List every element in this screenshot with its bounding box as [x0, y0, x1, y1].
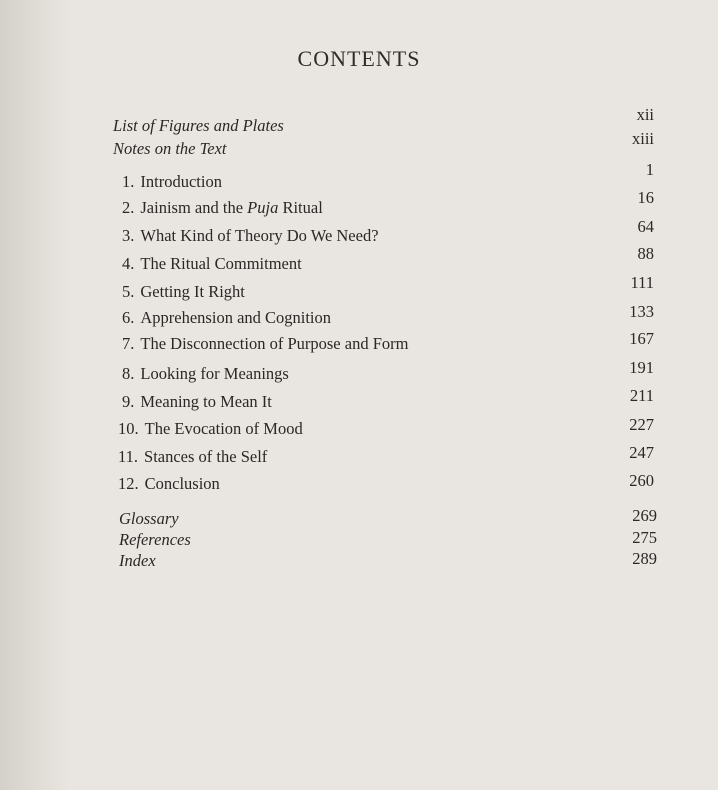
- toc-back-matter-item: [119, 529, 657, 551]
- chapter-number: 5.: [122, 282, 135, 301]
- toc-page-number: 260: [629, 471, 654, 490]
- chapter-title: Apprehension and Cognition: [140, 308, 332, 327]
- toc-chapter-item: [118, 443, 654, 468]
- chapter-title: The Ritual Commitment: [140, 254, 302, 273]
- toc-item-label: List of Figures and Plates: [113, 116, 284, 135]
- page-gutter-shadow: [0, 0, 70, 790]
- toc-page-number: 247: [629, 443, 654, 462]
- toc-chapter-item: [122, 386, 654, 413]
- toc-page-number: 88: [637, 244, 654, 263]
- toc-page-number: 289: [632, 549, 657, 568]
- toc-item-label: Index: [119, 551, 156, 570]
- toc-page-number: 64: [637, 217, 654, 236]
- toc-chapter-item: [122, 358, 654, 385]
- chapter-title-part: Jainism and the: [140, 198, 248, 217]
- chapter-title-part: Ritual: [278, 198, 323, 217]
- chapter-title: Getting It Right: [140, 282, 245, 301]
- chapter-number: 12.: [118, 474, 139, 493]
- toc-chapter-item: [122, 244, 654, 275]
- chapter-title: The Evocation of Mood: [144, 419, 303, 438]
- toc-page-number: 167: [629, 329, 654, 348]
- chapter-number: 10.: [118, 419, 139, 438]
- chapter-number: 3.: [122, 226, 135, 245]
- chapter-title: The Disconnection of Purpose and Form: [140, 334, 409, 353]
- chapter-title: Looking for Meanings: [140, 364, 289, 383]
- chapter-number: 9.: [122, 392, 135, 411]
- toc-chapter-item: [122, 273, 654, 303]
- toc-item-label: Notes on the Text: [113, 139, 227, 158]
- chapter-title: Stances of the Self: [144, 447, 268, 466]
- chapter-number: 8.: [122, 364, 135, 383]
- chapter-number: 6.: [122, 308, 135, 327]
- toc-item-label: Glossary: [119, 509, 179, 528]
- toc-page-number: 1: [645, 160, 654, 179]
- toc-page-number: xii: [636, 105, 654, 124]
- chapter-title: Conclusion: [144, 474, 220, 493]
- toc-chapter-item: [118, 473, 654, 495]
- chapter-title: Meaning to Mean It: [140, 392, 272, 411]
- toc-page-number: xiii: [631, 129, 654, 148]
- chapter-title-emphasis: Puja: [247, 198, 279, 217]
- toc-chapter-item: [122, 217, 654, 247]
- toc-front-matter-item: [113, 105, 654, 137]
- toc-front-matter-item: [113, 129, 654, 160]
- toc-page-number: 275: [632, 528, 657, 547]
- chapter-number: 1.: [122, 172, 135, 191]
- chapter-title: Introduction: [140, 172, 222, 191]
- toc-chapter-item: [122, 160, 654, 193]
- toc-chapter-item: [122, 329, 654, 355]
- toc-chapter-item: [122, 188, 654, 219]
- toc-page-number: 211: [629, 386, 654, 405]
- toc-page-number: 16: [637, 188, 654, 207]
- toc-page-number: 227: [629, 415, 654, 434]
- toc-chapter-item: [122, 302, 654, 329]
- toc-back-matter-item: [119, 550, 657, 572]
- chapter-number: 2.: [122, 198, 135, 217]
- toc-chapter-item: [118, 415, 654, 440]
- toc-item-label: References: [119, 530, 191, 549]
- toc-page-number: 191: [629, 358, 654, 377]
- toc-page-number: 111: [630, 273, 654, 292]
- toc-page-number: 269: [632, 506, 657, 525]
- toc-page-number: 133: [629, 302, 654, 321]
- toc-back-matter-item: [119, 508, 657, 530]
- chapter-title: What Kind of Theory Do We Need?: [140, 226, 379, 245]
- chapter-number: 11.: [118, 447, 139, 466]
- chapter-number: 4.: [122, 254, 135, 273]
- contents-heading: CONTENTS: [297, 46, 421, 71]
- chapter-number: 7.: [122, 334, 135, 353]
